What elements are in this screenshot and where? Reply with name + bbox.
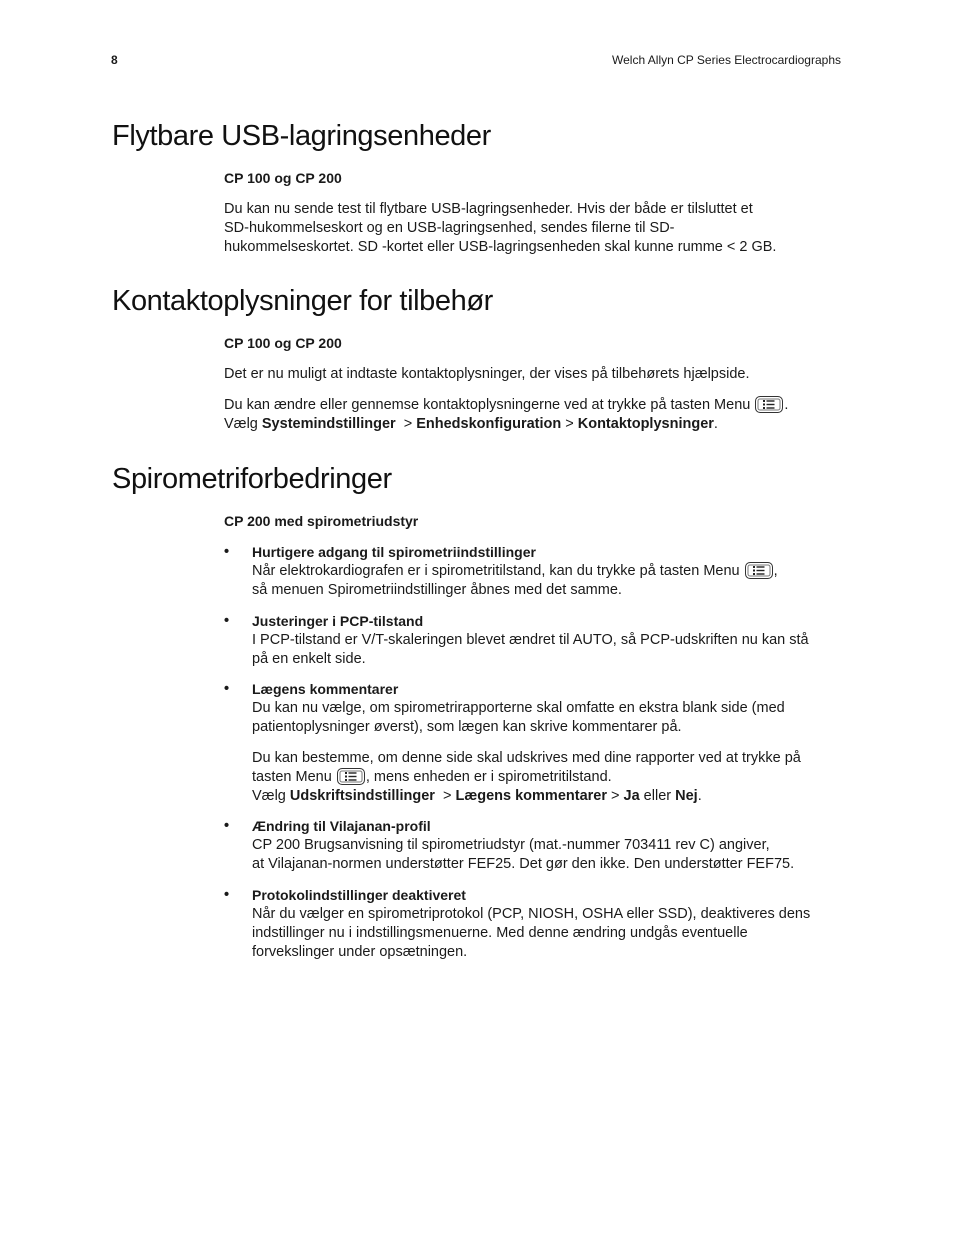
menu-path-item: Lægens kommentarer	[455, 788, 607, 804]
paragraph-contact-intro: Det er nu muligt at indtaste kontaktoplysninger, der vises på tilbehørets hjælpside.	[224, 366, 750, 382]
list-item-title: Lægens kommentarer	[252, 681, 399, 697]
list-item-title: Protokolindstillinger deaktiveret	[252, 887, 466, 903]
list-item-title: Ændring til Vilajanan-profil	[252, 818, 431, 834]
paragraph-contact-menu	[224, 396, 844, 434]
text-line: Du kan nu sende test til flytbare USB-lagringsenheder. Hvis der både er tilsluttet et	[224, 201, 753, 217]
text: .	[784, 397, 789, 413]
text: >	[606, 788, 624, 804]
list-item-body	[252, 543, 842, 600]
running-header-title: Welch Allyn CP Series Electrocardiographs	[612, 53, 841, 67]
section-heading-usb: Flytbare USB-lagringsenheder	[112, 120, 491, 152]
list-item-body	[252, 612, 842, 669]
text-line	[224, 415, 844, 434]
text-line: så menuen Spirometriindstillinger åbnes med det samme.	[252, 582, 622, 598]
text: , mens enheden er i spirometritilstand.	[365, 769, 612, 785]
text: tasten Menu	[252, 769, 332, 785]
text: Vælg	[224, 416, 258, 432]
text-line: forvekslinger under opsætningen.	[252, 944, 468, 960]
menu-path-item: Udskriftsindstillinger	[289, 788, 435, 804]
text-line: Du kan bestemme, om denne side skal udskrives med dine rapporter ved at trykke på	[252, 750, 801, 766]
menu-path-item: Kontaktoplysninger	[577, 416, 714, 432]
text-line: SD-hukommelseskort og en USB-lagringsenhed, sendes filerne til SD-	[224, 220, 675, 236]
text: Vælg	[252, 788, 286, 804]
list-item-body	[252, 817, 842, 874]
text-line: Du kan nu vælge, om spirometrirapporterne skal omfatte en ekstra blank side (med	[252, 700, 785, 716]
menu-key-icon	[337, 768, 365, 785]
text-line: at Vilajanan-normen understøtter FEF25. Det gør den ikke. Den understøtter FEF75.	[252, 856, 795, 872]
section-heading-contact: Kontaktoplysninger for tilbehør	[112, 285, 493, 317]
bullet-marker: •	[224, 544, 230, 560]
text: Når elektrokardiografen er i spirometritilstand, kan du trykke på tasten Menu	[252, 563, 740, 579]
list-item-body	[252, 680, 842, 737]
list-item-title: Hurtigere adgang til spirometriindstillinger	[252, 544, 536, 560]
text-line: på en enkelt side.	[252, 651, 366, 667]
bullet-marker: •	[224, 887, 230, 903]
page-number: 8	[111, 53, 118, 67]
paragraph-comments-setting	[252, 749, 844, 806]
bullet-marker: •	[224, 613, 230, 629]
bullet-marker: •	[224, 818, 230, 834]
text-line	[224, 396, 844, 415]
text-line: I PCP-tilstand er V/T-skaleringen blevet ændret til AUTO, så PCP-udskriften nu kan stå	[252, 632, 809, 648]
menu-path-item: Enhedskonfiguration	[416, 416, 562, 432]
list-item-body	[252, 886, 842, 962]
text-line	[252, 562, 842, 581]
text-line	[252, 787, 844, 806]
text: >	[399, 416, 417, 432]
text-line: patientoplysninger øverst), som lægen kan skrive kommentarer på.	[252, 719, 682, 735]
list-item-title: Justeringer i PCP-tilstand	[252, 613, 424, 629]
menu-key-icon	[745, 562, 773, 579]
text: >	[438, 788, 456, 804]
section-heading-spirometry: Spirometriforbedringer	[112, 463, 392, 495]
text-line: Når du vælger en spirometriprotokol (PCP, NIOSH, OSHA eller SSD), deaktiveres dens	[252, 906, 811, 922]
text: eller	[639, 788, 676, 804]
option-yes: Ja	[623, 788, 640, 804]
text-line: hukommelseskortet. SD -kortet eller USB-lagringsenheden skal kunne rumme < 2 GB.	[224, 239, 777, 255]
menu-key-icon	[755, 396, 783, 413]
text-line: CP 200 Brugsanvisning til spirometriudstyr (mat.-nummer 703411 rev C) angiver,	[252, 837, 770, 853]
bullet-marker: •	[224, 681, 230, 697]
text-line	[252, 768, 844, 787]
menu-path-item: Systemindstillinger	[261, 416, 396, 432]
subheading-cp100-cp200: CP 100 og CP 200	[224, 170, 342, 186]
text: >	[561, 416, 578, 432]
option-no: Nej	[675, 788, 698, 804]
text: .	[713, 416, 718, 432]
text: ,	[773, 563, 778, 579]
paragraph-usb	[224, 200, 844, 257]
subheading-cp200-spiro: CP 200 med spirometriudstyr	[224, 513, 419, 529]
text-line: indstillinger nu i indstillingsmenuerne. Med denne ændring undgås eventuelle	[252, 925, 748, 941]
subheading-cp100-cp200: CP 100 og CP 200	[224, 335, 342, 351]
text: Du kan ændre eller gennemse kontaktoplysningerne ved at trykke på tasten Menu	[224, 397, 751, 413]
text: .	[697, 788, 702, 804]
